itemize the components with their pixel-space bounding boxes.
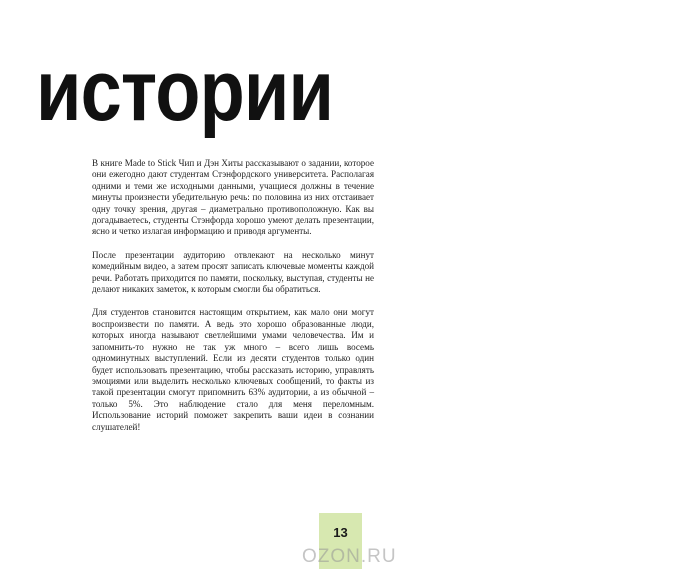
paragraph-1: В книге Made to Stick Чип и Дэн Хиты рассказывают о задании, которое они ежегодно дают студентам Стэнфордского университета. Располагая одними и теми же исходными данными, учащиеся должны в течение минуты произнести убедительную речь: по половина из них отстаивает одну точку зрения, другая – диаметрально противоположную. Как вы догадываетесь, студенты Стэнфорда хорошо умеют делать презентации, ясно и четко излагая информацию и приводя аргументы. — [92, 158, 374, 237]
page-number: 13 — [333, 525, 348, 540]
paragraph-3: Для студентов становится настоящим открытием, как мало они могут воспроизвести по памяти. А ведь это хорошо образованные люди, которых иногда называют светлейшими умами человечества. Им и запомнить-то нужно не так уж много – всего лишь восемь одноминутных выступлений. Если из десяти студентов только один будет использовать презентацию, чтобы рассказать историю, управлять эмоциями или выделить несколько ключевых сообщений, то факты из такой презентации смогут припомнить 63% аудитории, а из обычной – только 5%. Это наблюдение стало для меня переломным. Использование историй поможет закрепить ваши идеи в сознании слушателей! — [92, 307, 374, 432]
paragraph-2: После презентации аудиторию отвлекают на несколько минут комедийным видео, а затем просят записать ключевые моменты каждой речи. Работать приходится по памяти, поскольку, выступая, студенты не делают никаких заметок, к которым смогли бы обратиться. — [92, 249, 374, 295]
body-text — [92, 158, 374, 445]
watermark: OZON.RU — [302, 546, 397, 567]
chapter-heading: истории — [36, 43, 334, 139]
